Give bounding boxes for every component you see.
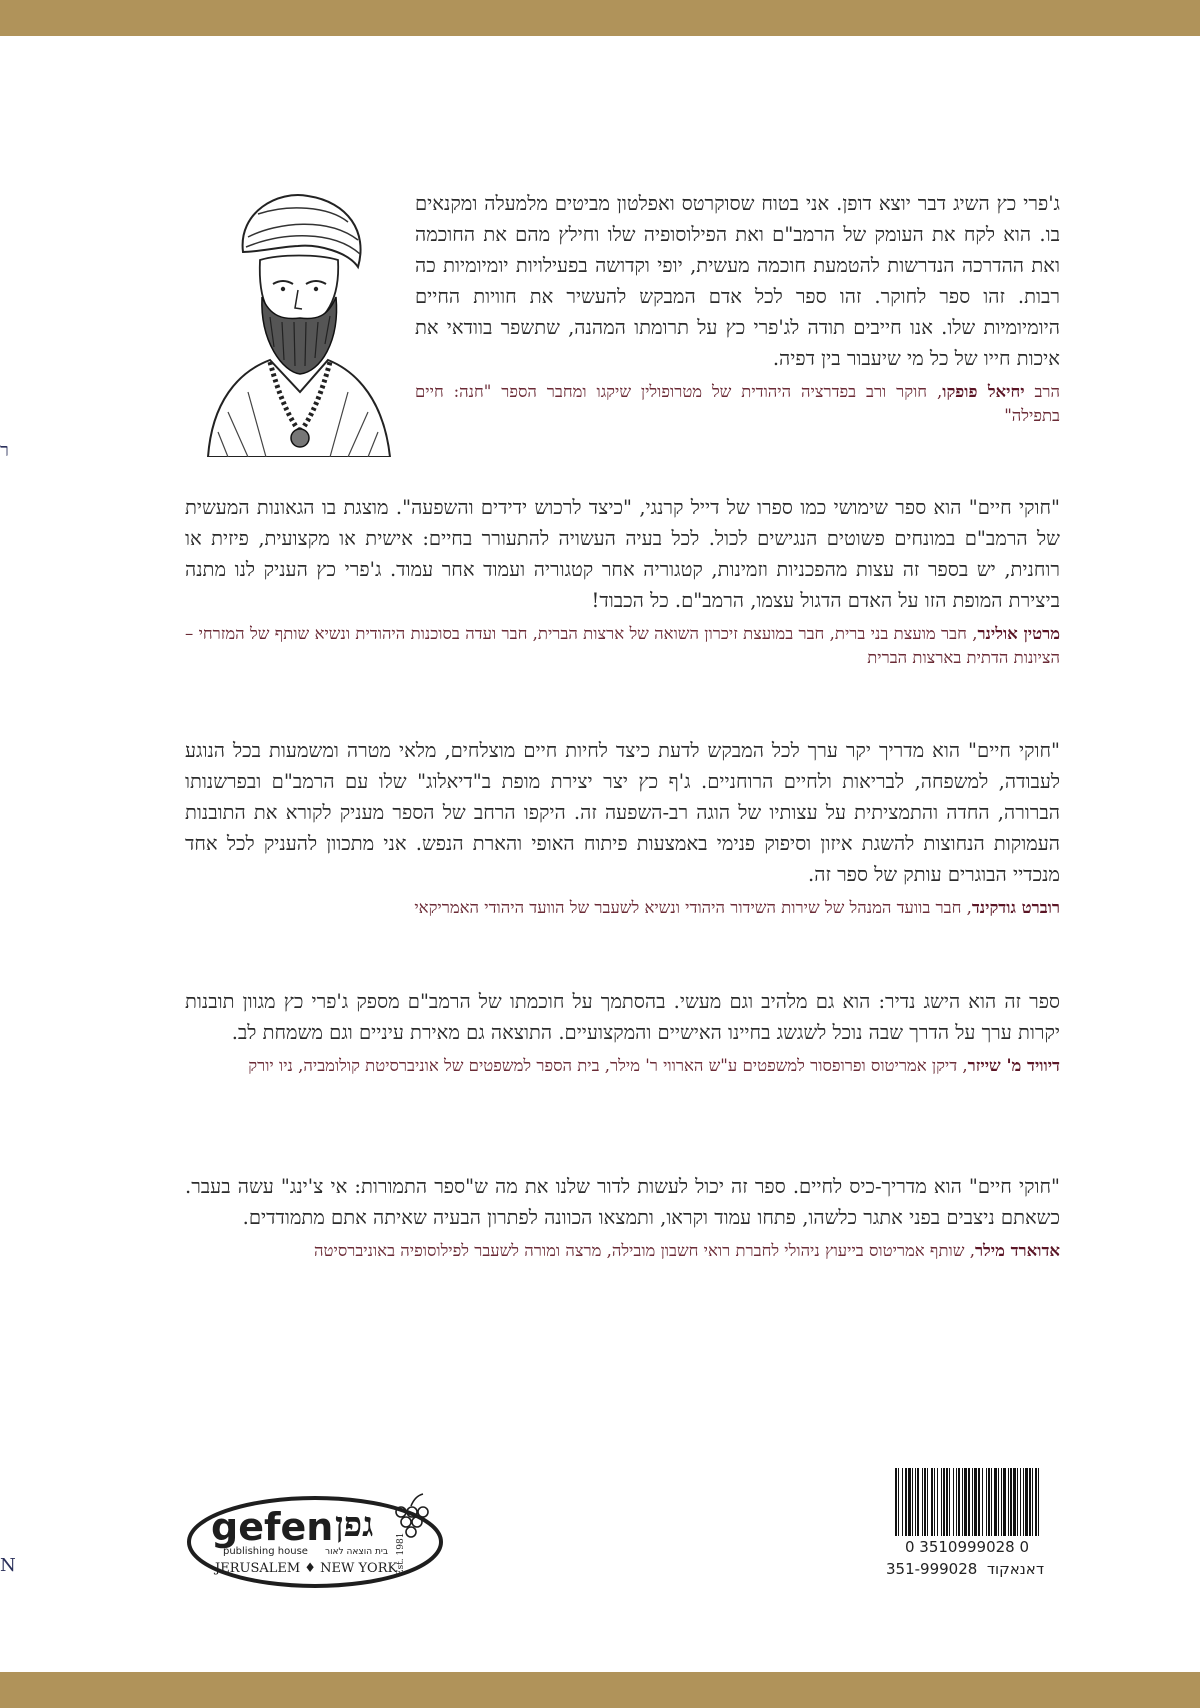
edge-fragment: ר <box>0 440 9 461</box>
barcode-bar <box>1003 1468 1006 1536</box>
attribution-prefix: הרב <box>1024 382 1060 401</box>
endorsement-attribution <box>185 622 1060 670</box>
endorsement-4 <box>185 986 1060 1078</box>
barcode-bar <box>988 1468 990 1536</box>
endorser-name: יחיאל פופקו <box>942 382 1025 401</box>
endorsement-text: ג'פרי כץ השיג דבר יוצא דופן. אני בטוח שסוקרטס ואפלטון מביטים מלמעלה ומקנאים בו. הוא לקח את העומק של הרמב"ם ואת הפילוסופיה שלו וחילץ מהם את החוכמה ואת ההדרכה הנדרשות להטמעת חוכמה מעשית, יופי וקדושה בפעילויות יומיומיות כה רבות. זהו ספר לחוקר. זהו ספר לכל אדם המבקש להעשיר את חוויות החיים היומיומיות שלו. אנו חייבים תודה לג'פרי כץ על תרומתו המהנה, שתשפר בוודאי את איכות חייו של כל מי שיעבור בין דפיה. <box>415 192 1060 370</box>
endorsement-3 <box>185 735 1060 920</box>
barcode-bar <box>922 1468 923 1536</box>
barcode-bar <box>1038 1468 1039 1536</box>
barcode-bar <box>962 1468 963 1536</box>
barcode-bar <box>1013 1468 1016 1536</box>
barcode-bar <box>946 1468 948 1536</box>
barcode-bar <box>915 1468 916 1536</box>
endorsement-text: ספר זה הוא הישג נדיר: הוא גם מלהיב וגם מעשי. בהסתמך על חוכמתו של הרמב"ם מספק ג'פרי כץ מגוון תובנות יקרות ערך על הדרך שבה נוכל לשגשג בחיינו האישיים והמקצועיים. התוצאה גם מאירת עיניים וגם משמחת לב. <box>185 990 1060 1044</box>
logo-cities: JERUSALEM ♦ NEW YORK <box>215 1561 398 1576</box>
barcode-bar <box>898 1468 899 1536</box>
endorser-role: , שותף אמריטוס בייעוץ ניהולי לחברת רואי חשבון מובילה, מרצה ומורה לשעבר לפילוסופיה באוניברסיטה <box>314 1241 975 1260</box>
endorser-name: אדוארד מילר <box>974 1241 1060 1260</box>
barcode-bar <box>991 1468 992 1536</box>
barcode-bar <box>972 1468 973 1536</box>
barcode-bar <box>917 1468 919 1536</box>
endorser-name: מרטין אולינר <box>977 624 1060 643</box>
barcode-bar <box>1025 1468 1028 1536</box>
barcode-bar <box>908 1468 911 1536</box>
endorser-role: , חבר מועצת בני ברית, חבר במועצת זיכרון השואה של ארצות הברית, חבר ועדה בסוכנות היהודית ונשיא שותף של המזרחי – הציונות הדתית בארצות הברית <box>185 624 1060 667</box>
barcode-bar <box>964 1468 967 1536</box>
edge-fragment: N <box>0 1555 16 1576</box>
barcode-bar <box>943 1468 945 1536</box>
endorser-role: , דיקן אמריטוס ופרופסור למשפטים ע"ש הארווי ר' מילר, בית הספר למשפטים של אוניברסיטת קולומביה, ניו יורק <box>248 1056 968 1075</box>
barcode-bar <box>905 1468 907 1536</box>
barcode-bar <box>937 1468 938 1536</box>
logo-line: publishing house <box>223 1546 308 1557</box>
barcode-bar <box>927 1468 928 1536</box>
barcode-bar <box>941 1468 942 1536</box>
barcode-bar <box>986 1468 987 1536</box>
portrait-engraving-icon <box>198 192 396 457</box>
top-gold-band <box>0 0 1200 36</box>
endorsement-attribution <box>185 1054 1060 1078</box>
barcode-digits: 0 3510999028 0 <box>904 1538 1030 1556</box>
endorsement-2 <box>185 492 1060 670</box>
barcode-bar <box>982 1468 983 1536</box>
barcode-bar <box>1010 1468 1012 1536</box>
endorsement-5 <box>185 1171 1060 1263</box>
endorser-role: , חוקר ורב בפדרציה היהודית של מטרופולין שיקגו ומחבר הספר "חנה: חיים בתפילה" <box>415 382 1060 425</box>
barcode-bar <box>1029 1468 1031 1536</box>
logo-est: Est. 1981 <box>396 1532 406 1576</box>
barcode-bar <box>902 1468 903 1536</box>
barcode-code-number: 351-999028 <box>885 1560 978 1578</box>
barcode-bar <box>958 1468 960 1536</box>
barcode-bar <box>895 1468 897 1536</box>
barcode-bar <box>1017 1468 1018 1536</box>
barcode-bar <box>968 1468 970 1536</box>
bottom-gold-band <box>0 1672 1200 1708</box>
barcode-bar <box>978 1468 980 1536</box>
endorsement-attribution <box>185 896 1060 920</box>
barcode-bar <box>931 1468 933 1536</box>
endorsement-text: "חוקי חיים" הוא מדריך-כיס לחיים. ספר זה יכול לעשות לדור שלנו את מה ש"ספר התמורות: אי צ'ינג" עשה בעבר. כשאתם ניצבים בפני אתגר כלשהו, פתחו עמוד וקראו, ותמצאו הכוונה לפתרון הבעיה שאיתה אתם מתמודדים. <box>185 1175 1060 1229</box>
barcode-code-label: דאנאקוד <box>986 1560 1045 1578</box>
publisher-logo <box>185 1480 445 1590</box>
logo-hebrew-sub: בית הוצאה לאור <box>325 1547 389 1557</box>
barcode-code <box>880 1560 1050 1578</box>
endorser-name: רוברט גודקינד <box>971 898 1060 917</box>
barcode-bar <box>1020 1468 1021 1536</box>
barcode-bar <box>934 1468 935 1536</box>
barcode-bar <box>1001 1468 1002 1536</box>
barcode-bar <box>924 1468 926 1536</box>
logo-brand: gefen <box>211 1505 334 1549</box>
barcode-bar <box>912 1468 913 1536</box>
endorsement-attribution <box>185 1239 1060 1263</box>
barcode-bar <box>949 1468 950 1536</box>
barcode-bar <box>956 1468 957 1536</box>
endorsement-text: "חוקי חיים" הוא מדריך יקר ערך לכל המבקש לדעת כיצד לחיות חיים מוצלחים, מלאי מטרה ומשמעות בכל הנוגע לעבודה, למשפחה, לבריאות ולחיים הרוחניים. ג'ף כץ יצר יצירת מופת ב"דיאלוג" שלו עם הרמב"ם ובפרשנותו הברורה, החדה והתמציתית על עצותיו של הוגה רב-השפעה זה. היקפו הרחב של הספר מעניק לקורא את התובנות העמוקות הנחוצות להשגת איזון וסיפוק פנימי באמצעות פיתוח האופי והארת הנפש. אני מתכוון להעניק לכל אחד מנכדיי הבוגרים עותק של ספר זה. <box>185 739 1060 886</box>
barcode-bar <box>953 1468 954 1536</box>
endorsement-attribution <box>415 380 1060 428</box>
endorser-role: , חבר בוועד המנהל של שירות השידור היהודי ונשיא לשעבר של הוועד היהודי האמריקאי <box>414 898 972 917</box>
barcode-bar <box>1032 1468 1033 1536</box>
barcode-bar <box>998 1468 999 1536</box>
endorsement-1 <box>415 188 1060 428</box>
barcode-bar <box>994 1468 997 1536</box>
barcode <box>893 1468 1041 1536</box>
logo-hebrew: גפן <box>335 1505 374 1545</box>
barcode-bar <box>974 1468 977 1536</box>
barcode-bar <box>1008 1468 1009 1536</box>
barcode-bar <box>1035 1468 1037 1536</box>
endorser-name: דיוויד מ' שייזר <box>967 1056 1060 1075</box>
endorsement-text: "חוקי חיים" הוא ספר שימושי כמו ספרו של דייל קרנגי, "כיצד לרכוש ידידים והשפעה". מוצגת בו הגאונות המעשית של הרמב"ם במונחים פשוטים הנגישים לכול. לכל בעיה העשויה להתעורר בחיים: אישית או מקצועית, פיזית או רוחנית, יש בספר זה עצות מהפכניות וזמינות, קטגוריה אחר קטגוריה ועמוד אחר עמוד. ג'פרי כץ העניק לנו מתנה ביצירת המופת הזו על האדם הדגול עצמו, הרמב"ם. כל הכבוד! <box>185 496 1060 612</box>
barcode-bar <box>1023 1468 1024 1536</box>
